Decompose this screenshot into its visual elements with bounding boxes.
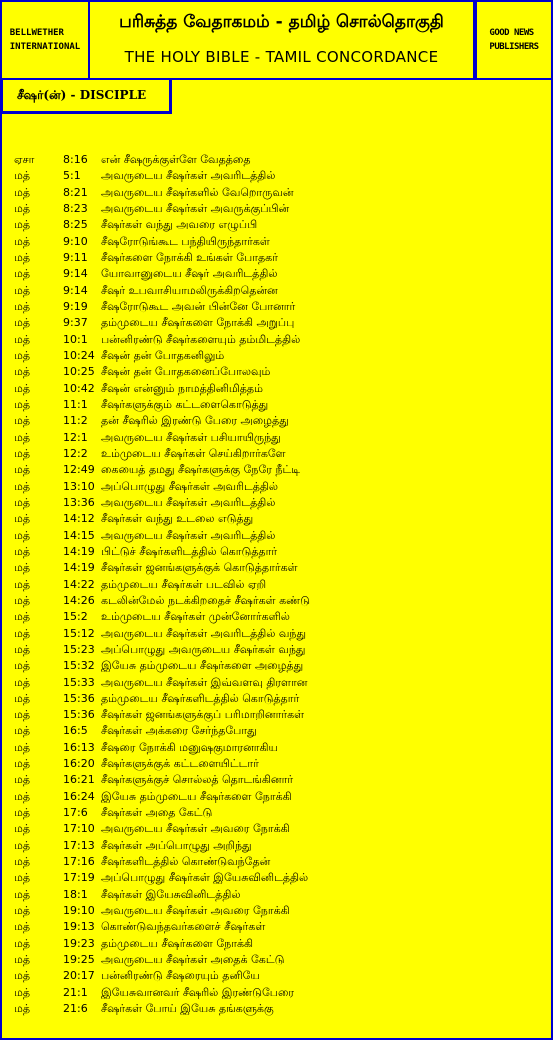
verse-ref: 10:42 (63, 381, 95, 395)
verse-text: சீஷர்கள் அக்கரை சேர்ந்தபோது (101, 724, 257, 738)
concordance-row (0, 332, 553, 348)
verse-text: சீஷர்கள் அப்பொழுது அறிந்து (101, 838, 252, 852)
logo-line: BELLWETHER (9, 28, 64, 38)
verse-text: அப்பொழுது சீஷர்கள் இயேசுவினிடத்தில் (101, 871, 309, 885)
verse-ref: 5:1 (63, 169, 81, 183)
verse-text: அப்பொழுது சீஷர்கள் அவரிடத்தில் (101, 479, 279, 493)
logo-line: PUBLISHERS (489, 42, 539, 52)
verse-book: மத் (14, 724, 31, 738)
verse-text: அவருடைய சீஷர்கள் அவரிடத்தில் வந்து (101, 626, 306, 640)
verse-book: மத் (14, 283, 31, 297)
verse-ref: 16:5 (63, 724, 88, 738)
verse-ref: 14:26 (63, 593, 95, 607)
concordance-row (0, 887, 553, 903)
verse-book: மத் (14, 855, 31, 869)
verse-book: மத் (14, 185, 31, 199)
concordance-row (0, 854, 553, 870)
concordance-row (0, 772, 553, 788)
verse-ref: 9:10 (63, 234, 88, 248)
verse-book: மத் (14, 757, 31, 771)
verse-ref: 21:6 (63, 1002, 88, 1016)
headword-box (0, 78, 172, 114)
verse-text: பன்னிரண்டு சீஷர்களையும் தம்மிடத்தில் (101, 332, 301, 346)
verse-ref: 8:16 (63, 153, 88, 166)
verse-ref: 11:1 (63, 397, 88, 411)
verse-text: இயேசு தம்முடைய சீஷர்களை நோக்கி (101, 789, 292, 803)
concordance-row (0, 348, 553, 364)
verse-book: மத் (14, 267, 31, 281)
verse-book: மத் (14, 397, 31, 411)
concordance-row (0, 234, 553, 250)
concordance-row (0, 495, 553, 511)
verse-book: மத் (14, 659, 31, 673)
verse-text: சீஷரோடுகூட அவன் பின்னே போனார் (101, 299, 296, 313)
verse-text: சீஷர்களுக்குச் சொல்லத் தொடங்கினார் (101, 773, 294, 787)
verse-book: மத் (14, 740, 31, 754)
concordance-row (0, 1001, 553, 1017)
concordance-row (0, 577, 553, 593)
verse-ref: 8:21 (63, 185, 88, 199)
concordance-row (0, 805, 553, 821)
verse-text: சீஷர்களுக்கும் கட்டளைகொடுத்து (101, 397, 269, 411)
concordance-row (0, 446, 553, 462)
verse-ref: 12:1 (63, 430, 88, 444)
verse-text: சீஷர்களிடத்தில் கொண்டுவந்தேன் (101, 855, 271, 869)
concordance-row (0, 870, 553, 886)
concordance-row (0, 740, 553, 756)
verse-book: மத் (14, 495, 31, 509)
verse-ref: 18:1 (63, 887, 88, 901)
verse-ref: 14:19 (63, 561, 95, 575)
verse-text: அவருடைய சீஷர்கள் அவரிடத்தில் (101, 495, 276, 509)
verse-ref: 15:36 (63, 691, 95, 705)
verse-book: மத் (14, 561, 31, 575)
verse-ref: 19:25 (63, 953, 95, 967)
concordance-row (0, 968, 553, 984)
verse-book: மத் (14, 299, 31, 313)
verse-book: மத் (14, 691, 31, 705)
verse-text: அவருடைய சீஷர்கள் அவரை நோக்கி (101, 904, 290, 918)
verse-book: மத் (14, 838, 31, 852)
good-news-logo (475, 0, 553, 80)
verse-text: சீஷர்கள் ஜனங்களுக்குக் கொடுத்தார்கள் (101, 561, 298, 575)
verse-text: தம்முடைய சீஷர்களை நோக்கி அறுப்பு (101, 316, 295, 330)
concordance-row (0, 789, 553, 805)
concordance-row (0, 315, 553, 331)
concordance-row (0, 397, 553, 413)
concordance-row (0, 756, 553, 772)
verse-ref: 14:22 (63, 577, 95, 591)
verse-text: சீஷர்கள் வந்து உடலை எடுத்து (101, 512, 254, 526)
verse-text: சீஷர்கள் வந்து அவரை எழுப்பி (101, 218, 258, 232)
concordance-row (0, 413, 553, 429)
verse-book: மத் (14, 479, 31, 493)
verse-ref: 15:33 (63, 675, 95, 689)
verse-ref: 12:2 (63, 446, 88, 460)
verse-text: அவருடைய சீஷர்களில் வேறொருவன் (101, 185, 294, 199)
title-box (88, 0, 475, 80)
logo-line: INTERNATIONAL (9, 42, 81, 52)
verse-book: மத் (14, 1002, 31, 1016)
verse-book: மத் (14, 642, 31, 656)
verse-ref: 20:17 (63, 969, 95, 983)
verse-ref: 9:19 (63, 299, 88, 313)
concordance-row (0, 217, 553, 233)
concordance-row (0, 364, 553, 380)
concordance-row (0, 642, 553, 658)
verse-ref: 15:2 (63, 610, 88, 624)
verse-text: சீஷர்களுக்குக் கட்டளையிட்டார் (101, 757, 259, 771)
verse-book: மத் (14, 822, 31, 836)
concordance-row (0, 201, 553, 217)
verse-book: மத் (14, 985, 31, 999)
concordance-row (0, 675, 553, 691)
verse-ref: 15:32 (63, 659, 95, 673)
verse-ref: 8:23 (63, 201, 88, 215)
concordance-row (0, 381, 553, 397)
verse-ref: 17:6 (63, 806, 88, 820)
verse-text: சீஷரை நோக்கி மனுஷகுமாரனாகிய (101, 740, 278, 754)
concordance-row (0, 430, 553, 446)
verse-text: சீஷன் தன் போதகனைப்போலவும் (101, 365, 271, 379)
verse-text: இயேசு தம்முடைய சீஷர்களை அழைத்து (101, 659, 304, 673)
verse-book: மத் (14, 250, 31, 264)
concordance-row (0, 462, 553, 478)
verse-text: அவருடைய சீஷர்கள் அதைக் கேட்டு (101, 953, 285, 967)
concordance-row (0, 609, 553, 625)
verse-ref: 12:49 (63, 463, 95, 477)
concordance-row (0, 152, 553, 168)
verse-ref: 9:14 (63, 283, 88, 297)
verse-text: சீஷர்கள் அதை கேட்டு (101, 806, 213, 820)
verse-book: மத் (14, 381, 31, 395)
concordance-row (0, 593, 553, 609)
concordance-row (0, 919, 553, 935)
verse-ref: 19:23 (63, 936, 95, 950)
concordance-row (0, 511, 553, 527)
verse-ref: 15:12 (63, 626, 95, 640)
verse-text: சீஷன் என்னும் நாமத்தினிமித்தம் (101, 381, 263, 395)
verse-book: மத் (14, 936, 31, 950)
verse-ref: 17:13 (63, 838, 95, 852)
verse-ref: 9:11 (63, 250, 88, 264)
verse-book: மத் (14, 626, 31, 640)
verse-ref: 16:24 (63, 789, 95, 803)
concordance-row (0, 250, 553, 266)
verse-ref: 13:10 (63, 479, 95, 493)
headword-english: DISCIPLE (79, 88, 147, 102)
concordance-row (0, 691, 553, 707)
page-title-tamil: பரிசுத்த வேதாகமம் - தமிழ் சொல்தொகுதி (119, 12, 444, 32)
verse-ref: 10:24 (63, 348, 95, 362)
verse-book: மத் (14, 953, 31, 967)
verse-book: மத் (14, 234, 31, 248)
verse-text: தன் சீஷரில் இரண்டு பேரை அழைத்து (101, 414, 289, 428)
concordance-row (0, 821, 553, 837)
verse-book: மத் (14, 708, 31, 722)
verse-ref: 16:13 (63, 740, 95, 754)
concordance-row (0, 626, 553, 642)
verse-book: மத் (14, 332, 31, 346)
concordance-row (0, 723, 553, 739)
verse-text: அவருடைய சீஷர்கள் அவரிடத்தில் (101, 169, 276, 183)
concordance-row (0, 544, 553, 560)
verse-text: அவருடைய சீஷர்கள் பசியாயிருந்து (101, 430, 281, 444)
bellwether-logo (0, 0, 90, 80)
verse-ref: 17:19 (63, 871, 95, 885)
verse-ref: 17:10 (63, 822, 95, 836)
verse-book: மத் (14, 169, 31, 183)
concordance-row (0, 903, 553, 919)
verse-text: தம்முடைய சீஷர்களிடத்தில் கொடுத்தார் (101, 691, 300, 705)
verse-ref: 9:37 (63, 316, 88, 330)
verse-ref: 9:14 (63, 267, 88, 281)
verse-ref: 10:25 (63, 365, 95, 379)
verse-book: மத் (14, 544, 31, 558)
verse-text: சீஷர்கள் போய் இயேசு தங்களுக்கு (101, 1002, 274, 1016)
verse-text: அவருடைய சீஷர்கள் இவ்வளவு திரளான (101, 675, 308, 689)
verse-ref: 14:19 (63, 544, 95, 558)
concordance-row (0, 560, 553, 576)
concordance-row (0, 985, 553, 1001)
verse-text: சீஷர்களை நோக்கி உங்கள் போதகர் (101, 250, 278, 264)
concordance-row (0, 479, 553, 495)
verse-text: இயேசுவானவர் சீஷரில் இரண்டுபேரை (101, 985, 295, 999)
concordance-row (0, 266, 553, 282)
concordance-row (0, 299, 553, 315)
concordance-row (0, 936, 553, 952)
verse-book: மத் (14, 969, 31, 983)
concordance-row (0, 952, 553, 968)
page-title-english: THE HOLY BIBLE - TAMIL CONCORDANCE (124, 48, 439, 66)
verse-text: கடலின்மேல் நடக்கிறதைச் சீஷர்கள் கண்டு (101, 593, 310, 607)
verse-ref: 15:23 (63, 642, 95, 656)
logo-line: GOOD NEWS (489, 28, 534, 38)
verse-text: அவருடைய சீஷர்கள் அவரிடத்தில் (101, 528, 276, 542)
verse-text: அவருடைய சீஷர்கள் அவரை நோக்கி (101, 822, 290, 836)
verse-ref: 19:13 (63, 920, 95, 934)
verse-ref: 8:25 (63, 218, 88, 232)
concordance-row (0, 185, 553, 201)
verse-book: மத் (14, 201, 31, 215)
verse-book: மத் (14, 593, 31, 607)
verse-book: மத் (14, 512, 31, 526)
verse-text: கையைத் தமது சீஷர்களுக்கு நேரே நீட்டி (101, 463, 301, 477)
verse-ref: 11:2 (63, 414, 88, 428)
verse-book: மத் (14, 316, 31, 330)
verse-text: சீஷன் தன் போதகனிலும் (101, 348, 225, 362)
concordance-row (0, 528, 553, 544)
verse-ref: 16:20 (63, 757, 95, 771)
verse-ref: 21:1 (63, 985, 88, 999)
concordance-row (0, 168, 553, 184)
verse-book: மத் (14, 365, 31, 379)
verse-text: தம்முடைய சீஷர்கள் படவில் ஏறி (101, 577, 267, 591)
verse-book: மத் (14, 789, 31, 803)
concordance-row (0, 707, 553, 723)
verse-book: மத் (14, 430, 31, 444)
verse-book: மத் (14, 218, 31, 232)
verse-book: மத் (14, 871, 31, 885)
verse-ref: 16:21 (63, 773, 95, 787)
verse-book: மத் (14, 904, 31, 918)
verse-book: மத் (14, 675, 31, 689)
verse-text: பன்னிரண்டு சீஷரையும் தனியே (101, 969, 260, 983)
verse-book: ஏசா (14, 153, 35, 166)
verse-book: மத் (14, 414, 31, 428)
verse-book: மத் (14, 920, 31, 934)
verse-text: சீஷரோடுங்கூட பந்தியிருந்தார்கள் (101, 234, 270, 248)
header (0, 0, 553, 80)
verse-ref: 15:36 (63, 708, 95, 722)
verse-text: அவருடைய சீஷர்கள் அவருக்குப்பின் (101, 201, 290, 215)
headword-separator: - (70, 88, 76, 102)
verse-book: மத் (14, 887, 31, 901)
concordance-list (0, 152, 553, 1017)
verse-book: மத் (14, 348, 31, 362)
verse-text: பிட்டுச் சீஷர்களிடத்தில் கொடுத்தார் (101, 544, 278, 558)
concordance-row (0, 283, 553, 299)
verse-book: மத் (14, 528, 31, 542)
verse-ref: 10:1 (63, 332, 88, 346)
verse-ref: 13:36 (63, 495, 95, 509)
verse-book: மத் (14, 463, 31, 477)
verse-ref: 14:12 (63, 512, 95, 526)
verse-book: மத் (14, 773, 31, 787)
verse-text: என் சீஷருக்குள்ளே வேதத்தை (101, 153, 251, 166)
verse-book: மத் (14, 446, 31, 460)
verse-ref: 17:16 (63, 855, 95, 869)
verse-text: சீஷர் உபவாசியாமலிருக்கிறதென்ன (101, 283, 278, 297)
concordance-row (0, 838, 553, 854)
verse-text: யோவானுடைய சீஷர் அவரிடத்தில் (101, 267, 278, 281)
concordance-row (0, 658, 553, 674)
verse-ref: 19:10 (63, 904, 95, 918)
headword-tamil: சீஷர்(ன்) (17, 88, 67, 102)
verse-text: கொண்டுவந்தவர்களைச் சீஷர்கள் (101, 920, 266, 934)
verse-text: உம்முடைய சீஷர்கள் முன்னோர்களில் (101, 610, 290, 624)
verse-book: மத் (14, 610, 31, 624)
verse-text: சீஷர்கள் ஜனங்களுக்குப் பரிமாறினார்கள் (101, 708, 305, 722)
verse-ref: 14:15 (63, 528, 95, 542)
verse-book: மத் (14, 577, 31, 591)
verse-text: உம்முடைய சீஷர்கள் செய்கிறார்களே (101, 446, 286, 460)
verse-text: சீஷர்கள் இயேசுவினிடத்தில் (101, 887, 241, 901)
verse-text: தம்முடைய சீஷர்களை நோக்கி (101, 936, 254, 950)
headword (17, 88, 146, 104)
verse-text: அப்பொழுது அவருடைய சீஷர்கள் வந்து (101, 642, 306, 656)
verse-book: மத் (14, 806, 31, 820)
